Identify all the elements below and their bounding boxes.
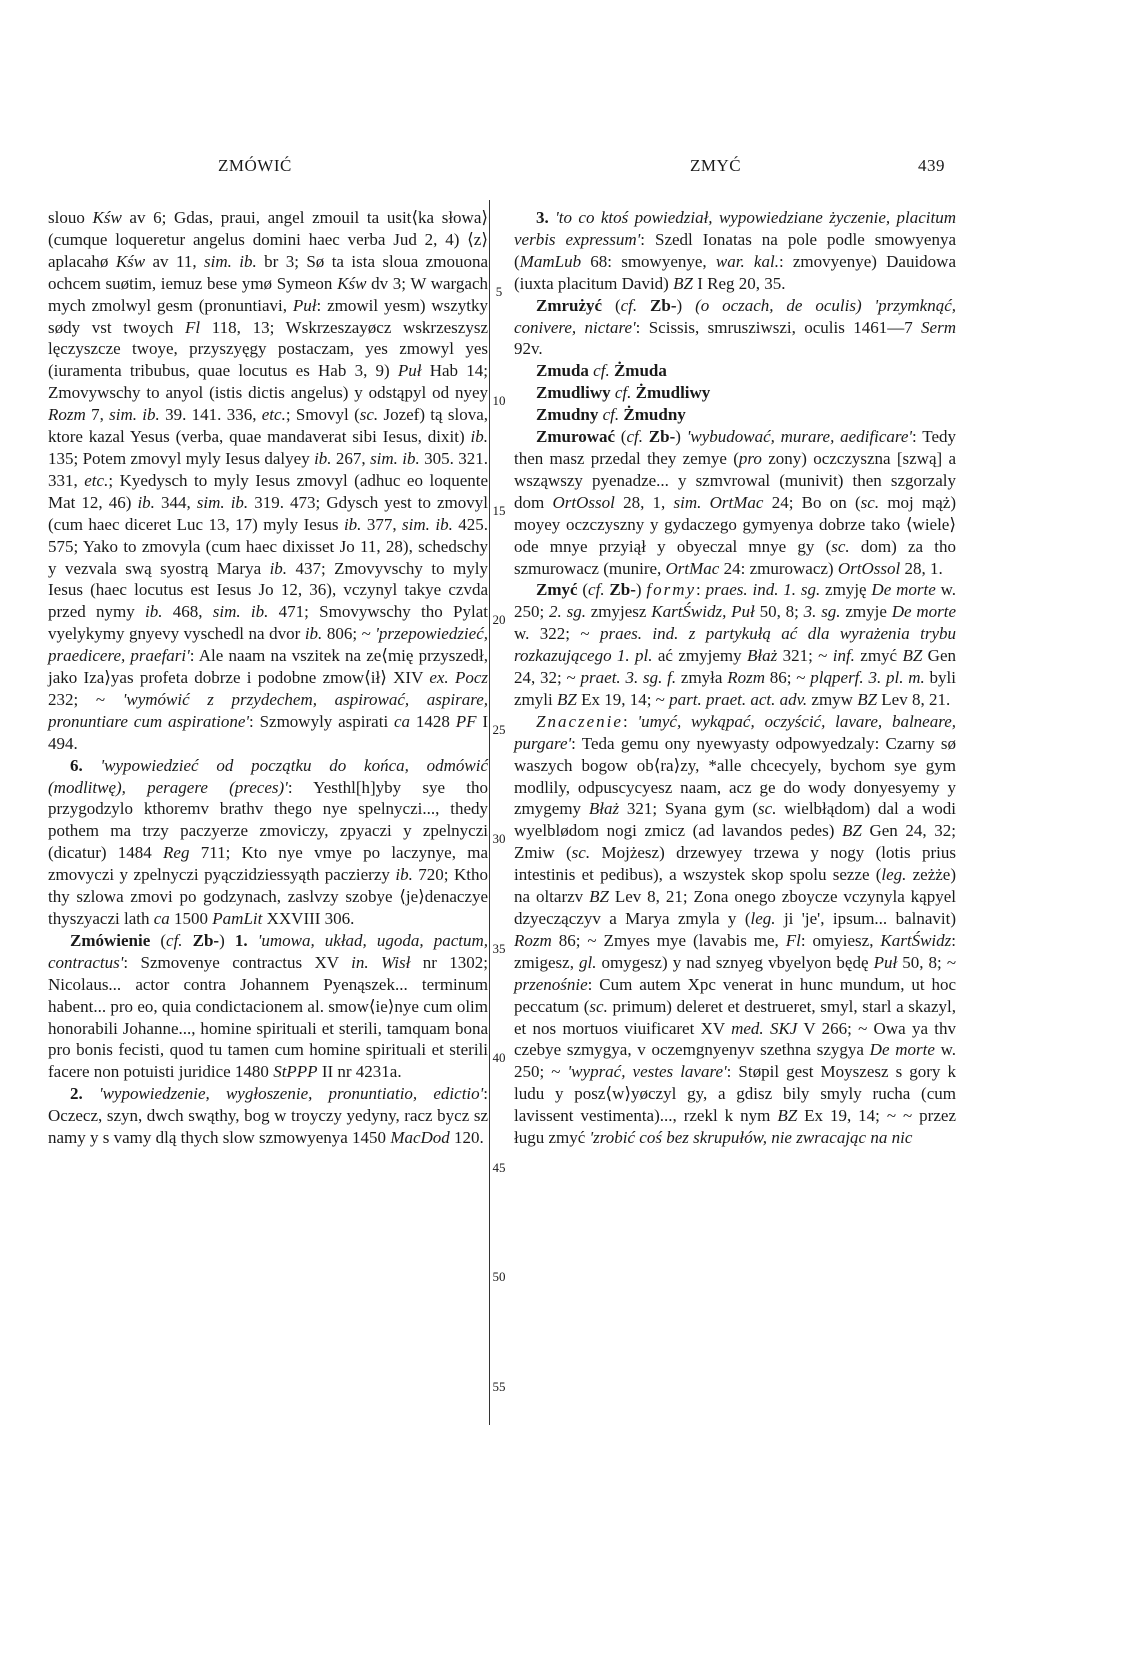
text-run: Puł	[292, 295, 317, 315]
text-run: w. 322; ~	[514, 624, 600, 644]
text-run: Kśw	[115, 251, 146, 271]
text-run: Błaż	[588, 799, 620, 819]
text-run: KartŚwidz, Puł	[651, 602, 755, 622]
entry-znaczenie	[514, 711, 956, 1149]
text-run: Zb-	[650, 295, 677, 315]
text-run: Zb-	[192, 930, 220, 950]
text-run: Lev 8, 21; Zona onego zboycze vczynyla kąpyel dzyeczączyv a Marya zmyla y (	[514, 887, 956, 928]
text-run: Hab 14; Zmovywschy to anyol (istis dictis angelus) y odstąpyl od nyey	[48, 361, 488, 403]
text-run: 321; Syana gym (	[619, 799, 759, 819]
text-run: ib.	[470, 427, 488, 447]
text-run: :	[622, 711, 638, 731]
text-run: 'wybudować, murare, aedificare'	[686, 427, 913, 447]
text-run: 'to co ktoś powiedział, wypowiedziane życzenie, placitum verbis expressum'	[514, 208, 957, 249]
text-run: zeżże) na oltarzv	[514, 865, 956, 907]
text-run: av 11,	[145, 251, 204, 271]
text-run: BZ	[777, 1106, 798, 1126]
text-run: zmyje	[840, 602, 892, 622]
text-run: Ex 19, 14; ~	[576, 689, 670, 709]
text-run: Zmudny	[536, 405, 599, 425]
text-run: zony) oczczyszna [szwą] a wsząwszy pyenadze... y szmvrowal (munivit) then szgorzaly dom	[514, 448, 956, 512]
text-run: )	[635, 580, 647, 600]
text-run: wielbłądom) dal a wodi wyelblødom nogi zmicz (ad lavandos pedes)	[514, 799, 956, 841]
text-run: cf.	[593, 361, 610, 381]
text-run: gl.	[579, 952, 597, 972]
text-run: 471; Smovywschy tho Pylat vyelykymy gnyevy vyschedl na dvor	[48, 602, 488, 644]
text-run: 377,	[361, 514, 403, 534]
text-run: br 3; Sø ta ista sloua zmouona ochcem suøtim, iemuz bese ymø Symeon	[48, 251, 488, 293]
entry-paragraph	[514, 207, 956, 295]
text-run: dom) za tho szmurowacz (munire,	[514, 536, 956, 578]
text-run: Puł	[873, 952, 898, 972]
running-header-left: ZMÓWIĆ	[218, 156, 292, 175]
text-run: etc.	[261, 405, 286, 425]
text-run: :	[696, 580, 706, 600]
text-run: etc.	[84, 470, 109, 490]
line-number: 50	[492, 1269, 506, 1284]
text-run: 86; ~	[765, 668, 811, 688]
text-run	[183, 931, 193, 950]
text-run: 120.	[449, 1128, 484, 1148]
text-run: 7,	[85, 405, 110, 425]
text-run: Serm	[921, 317, 956, 337]
entry-zmudny	[514, 404, 956, 426]
text-run: cf.	[626, 427, 643, 447]
text-run: zmyw	[807, 689, 858, 709]
text-run: przenośnie	[514, 974, 588, 994]
text-run: leg.	[881, 865, 907, 885]
text-run: 39. 141. 336,	[159, 405, 262, 425]
text-run: war. kal.	[715, 251, 779, 271]
text-run: Zmówienie	[70, 930, 151, 950]
text-run: ib.	[137, 492, 155, 512]
text-run: ; Kyedysch to myly Iesus zmovyl (adhuc eo loquente Mat 12, 46)	[48, 470, 489, 512]
text-run: sim. ib.	[196, 492, 249, 512]
text-run: BZ	[673, 273, 693, 293]
line-number: 25	[492, 722, 506, 737]
line-number: 55	[492, 1379, 506, 1394]
text-run: inf.	[832, 646, 855, 666]
page-number: 439	[918, 156, 945, 175]
text-run: Zmrużyć	[536, 295, 603, 315]
text-run: KartŚwidz	[880, 930, 952, 950]
text-run: Gen 24, 32; Zmiw (	[514, 821, 956, 863]
text-run: sc.	[359, 405, 379, 425]
text-run: 3.	[536, 208, 556, 227]
text-run: : Scissis, smrusziwszi, oculis 1461—7	[635, 317, 922, 337]
line-number: 15	[492, 503, 506, 518]
text-run: 92v.	[514, 339, 543, 359]
text-run: 1.	[234, 930, 248, 950]
right-column	[514, 207, 956, 1149]
text-run: MamLub	[519, 251, 582, 271]
text-run	[248, 931, 258, 950]
text-run: 50, 8; ~	[897, 952, 957, 972]
entry-zmruzyc	[514, 295, 956, 361]
text-run: av 6; Gdas, praui, angel zmouil ta usit⟨ka słowa⟩ (cumque loqueretur angelus domini haec verba Jud 2, 4) ⟨z⟩aplacahø	[48, 208, 488, 271]
text-run: ib.	[314, 448, 332, 468]
text-run: 232; ~	[48, 689, 123, 709]
text-run: cf.	[614, 383, 632, 403]
text-run: 28, 1,	[614, 492, 674, 512]
text-run: 'zrobić coś bez skrupułów, nie zwracając na nic	[589, 1128, 913, 1148]
text-run: sc.	[589, 996, 608, 1016]
line-number: 20	[492, 612, 506, 627]
entry-zmudliwy	[514, 382, 956, 404]
entry-zmowienie	[48, 930, 488, 1083]
text-run: Żmudliwy	[635, 383, 711, 403]
text-run: ać zmyjemy	[652, 646, 747, 666]
text-run: MacDod	[390, 1128, 450, 1148]
text-run: De morte	[891, 602, 956, 622]
text-run: 319. 473; Gdysch yest to zmovyl (cum haec diceret Luc 13, 17) myly Iesus	[48, 492, 489, 534]
text-run: : zmovyenye) Dauidowa (iuxta placitum David)	[514, 251, 956, 293]
text-run: BZ	[842, 821, 862, 841]
text-run: sc.	[758, 799, 777, 819]
text-run: ex. Pocz	[429, 668, 489, 688]
text-run: byli zmyli	[514, 668, 956, 709]
text-run: cf.	[588, 580, 605, 600]
text-run: 1428	[410, 711, 456, 731]
text-run: ca	[394, 711, 411, 731]
text-run: Żmuda	[613, 361, 667, 381]
entry-zmuda	[514, 360, 956, 382]
text-run: Reg	[163, 843, 190, 863]
text-run: 'wyprać, vestes lavare'	[567, 1062, 727, 1082]
text-run: Zmyć	[536, 580, 578, 600]
text-run: OrtMac	[665, 558, 720, 578]
text-run: formy	[646, 580, 697, 600]
line-number: 45	[492, 1160, 506, 1175]
text-run: ji 'je', ipsum... balnavit)	[775, 909, 957, 928]
line-number: 10	[492, 393, 506, 408]
text-run: slouo	[48, 208, 93, 227]
text-run: ib.	[304, 624, 323, 644]
text-run: 86; ~ Zmyes mye (lavabis me,	[551, 930, 786, 950]
text-run: omygesz) y nad sznyeg vbyelyon będę	[596, 952, 874, 972]
text-run: V 266; ~ Owa ya thv czebye szmygya, v oczemgnyenyv szethna szygya	[514, 1018, 956, 1060]
text-run: sim. ib.	[402, 514, 453, 534]
text-run: sc.	[571, 843, 591, 863]
text-run: 711; Kto nye vmye po laczynye, ma zmovyczi y zpelnyczi pyączidziessyąth paczierzy	[48, 843, 488, 885]
text-run: sim. ib.	[204, 251, 257, 271]
entry-zmurowac	[514, 426, 956, 579]
text-run: : Støpil gest Moyszesz s gory k ludu y posz⟨w⟩yøczyl gy, a gdisz bily smyly rucha (cum lavissent vestimenta)..., rzekl k nym	[514, 1062, 956, 1126]
text-run: Mojżesz) drzewyey trzewa y nogy (lotis prius intestinis et pedibus), a wszystek skop spolu sezze (	[514, 843, 956, 885]
text-run: I Reg 20, 35.	[692, 273, 786, 293]
text-run: (	[602, 295, 621, 315]
text-run: 'wypowiedzenie, wygłoszenie, pronuntiatio, edictio'	[98, 1084, 484, 1104]
text-run: cf.	[602, 405, 620, 425]
text-run: 'wypowiedzieć od początku do końca, odmówić (modlitwę), peragere (preces)'	[48, 755, 489, 797]
text-run: PamLit	[212, 909, 263, 928]
text-run: 24: zmurowacz)	[719, 558, 838, 578]
text-run: 267,	[331, 448, 371, 468]
text-run: zmyć	[854, 646, 903, 666]
text-run: XXVIII 306.	[262, 909, 355, 928]
text-run: : Szmowyly aspirati	[249, 711, 395, 731]
text-run: )	[675, 427, 687, 447]
text-run: in. Wisł	[351, 952, 411, 972]
text-run: nr 1302; Nicolaus... actor contra Johannem Pyenąszek... terminum habent... pro eo, quia condictacionem al. smow⟨ie⟩nye cum olim honorabili Johanne..., homine spirituali et sterili, tamquam bona pro bonis fecisti, quod tu tamen cum homine spirituali et sterili facere non potuisti juridice 1480	[48, 952, 488, 1082]
text-run: Błaż	[746, 646, 778, 666]
text-run: cf.	[620, 295, 638, 315]
text-run: sim. ib.	[370, 448, 420, 468]
text-run: De morte	[869, 1040, 935, 1060]
text-run: moj mąż) moyey oczczyszny y gydaczego gymyenya dobrze tako ⟨wiele⟩ ode mnye przyiął y obyeczal mnye gy (	[514, 492, 956, 556]
text-run: 28, 1.	[900, 558, 943, 578]
text-run: Znaczenie	[536, 711, 623, 731]
text-run: Zb-	[609, 580, 636, 600]
text-run: : Cum autem Xpc venerat in hunc mundum, ut hoc peccatum (	[514, 974, 956, 1016]
text-run: Kśw	[92, 208, 122, 227]
text-run: StPPP	[273, 1062, 318, 1082]
text-run: : Oczecz, szyn, dwch swąthy, bog w troyczy yedyny, racz bycz sz namy y s vamy dlą thych slow szmowyenya 1450	[48, 1084, 489, 1148]
column-divider	[489, 200, 490, 1425]
text-run: 321; ~	[777, 646, 833, 666]
text-run	[637, 296, 650, 315]
text-run: PF	[455, 711, 477, 731]
left-column	[48, 207, 488, 1149]
text-run: : Yesthl[h]yby sye tho przygodzylo kthoremv brathv thego nye spelnyczi..., thedy pothem ma trzy paczyerze zmoviczy, zpyaczi y zpelnyczi (dicatur) 1484	[48, 777, 488, 863]
text-run: Jozef) tą slova, ktore kazal Yesus (verba, quae mandaverat sibi Iesus, dixit)	[48, 405, 489, 447]
text-run: primum) deleret et destrueret, smyl, starl a skazyl, et nos mortuos viuificaret XV	[514, 996, 956, 1038]
text-run: I 494.	[48, 711, 489, 753]
text-run: Ex 19, 14; ~ ~ przez ługu zmyć	[514, 1106, 956, 1148]
text-run: 6.	[70, 755, 101, 775]
text-run: 1500	[169, 909, 213, 928]
text-run: zmyjesz	[585, 602, 652, 622]
text-run: Rozm	[48, 405, 86, 425]
text-run: Rozm	[514, 930, 552, 950]
text-run: Fl	[185, 317, 201, 337]
text-run: 3. sg.	[803, 602, 841, 622]
text-run: part. praet. act. adv.	[669, 689, 808, 709]
text-run: Kśw	[337, 273, 367, 293]
text-run: Rozm	[727, 668, 766, 688]
text-run: Zmurować	[536, 427, 616, 447]
text-run: Żmudny	[623, 405, 686, 425]
text-run: 24; Bo on (	[763, 492, 861, 512]
line-number: 5	[495, 284, 503, 299]
text-run: BZ	[556, 689, 577, 709]
text-run: dv 3; W wargach mych zmolwyl gesm (pronuntiavi,	[48, 273, 489, 315]
text-run: 'przepowiedzieć, praedicere, praefari'	[48, 624, 488, 666]
text-run: pro	[738, 448, 762, 468]
text-run: 806; ~	[322, 624, 376, 644]
text-run: ib.	[343, 514, 362, 534]
text-run: sc.	[860, 492, 880, 512]
text-run: Lev 8, 21.	[877, 689, 951, 709]
text-run: De morte	[871, 580, 936, 600]
text-run: praet. 3. sg. f.	[580, 668, 677, 688]
text-run: ib.	[145, 602, 163, 622]
text-run: 305. 321. 331,	[48, 448, 489, 490]
text-run: Fl	[785, 930, 801, 950]
entry-zmyc	[514, 579, 956, 710]
text-run: praes. ind. 1. sg.	[705, 580, 821, 600]
text-run: 'wymówić z przydechem, aspirować, aspirare, pronuntiare cum aspiratione'	[48, 689, 489, 731]
text-run: 68: smowyenye,	[581, 251, 716, 271]
text-run: 425. 575; Yako to zmovyla (cum haec dixisset Jo 11, 28), schedschy y vezvala swą syostrą Marya	[48, 514, 489, 578]
line-number: 40	[492, 1050, 506, 1065]
entry-paragraph	[48, 755, 488, 930]
text-run: sc.	[831, 536, 850, 556]
text-run: 344,	[154, 492, 197, 512]
text-run: sim. ib.	[212, 602, 269, 622]
text-run: : omyiesz,	[800, 930, 881, 950]
text-run: ca	[153, 909, 170, 928]
text-run: : Tedy then masz przedal they zemye (	[514, 427, 956, 468]
line-number: 30	[492, 831, 506, 846]
text-run: OrtOssol	[837, 558, 901, 578]
line-number: 35	[492, 941, 506, 956]
text-run: (	[577, 580, 589, 600]
text-run: 'umyć, wykąpać, oczyścić, lavare, balneare, purgare'	[514, 711, 956, 753]
text-run: II nr 4231a.	[317, 1062, 402, 1082]
text-run: Zmuda	[536, 361, 589, 381]
running-header-right: ZMYĆ	[690, 156, 742, 175]
text-run: 2. sg.	[549, 602, 586, 622]
text-run: praes. ind. z partykułą ać dla wyrażenia trybu rozkazującego 1. pl.	[514, 624, 956, 666]
text-run: : zmowil yesm) wszytky sødy vst twoych	[48, 295, 489, 337]
text-run: sim. OrtMac	[673, 492, 764, 512]
text-run: Gen 24, 32; ~	[514, 646, 956, 688]
text-run: 118, 13; Wskrzeszayøcz wskrzeszysz lęczyszcze twoye, przyszyęgy postaczam, yes zmowyl yes (iuramenta tribubus, quae locutus es Hab 3, 9)	[48, 317, 489, 381]
text-run: OrtOssol	[552, 492, 615, 512]
text-run: (	[150, 930, 167, 950]
text-run: BZ	[589, 887, 609, 907]
text-run: plqperf. 3. pl. m.	[810, 668, 925, 688]
text-run: : Teda gemu ony nyewyasty odpowyedzaly: Czarny sø waszych bogow ob⟨ra⟩zy, *alle chcecyely, bychom sye gym modlily, odpuscycyesz naam, acz ge do wody donyesyemy y zmygemy	[514, 733, 956, 819]
text-run: : Szmovenye contractus XV	[123, 952, 352, 972]
text-run: ; Smovyl (	[285, 405, 360, 425]
text-run: sim. ib.	[109, 405, 160, 425]
text-run: ib.	[395, 865, 413, 885]
text-run: : Szedl Ionatas na pole podle smowyenya (	[514, 229, 957, 271]
text-run: 437; Zmovyvschy to myly Iesus (haec locutus est Iesus Jo 12, 36), vczynyl takye czvda przed nymy	[48, 558, 488, 622]
text-run: 2.	[70, 1084, 99, 1104]
entry-paragraph	[48, 207, 488, 755]
text-run: zmyję	[820, 580, 872, 600]
text-run: (o oczach, de oculis) 'przymknąć, conivere, nictare'	[514, 295, 957, 337]
text-run: Zb-	[648, 427, 676, 447]
text-run: : zmigesz,	[514, 930, 956, 972]
text-run: leg.	[750, 909, 776, 928]
text-run: Puł	[397, 361, 422, 381]
text-run: 50, 8;	[754, 602, 804, 622]
text-run: Zmudliwy	[536, 383, 611, 403]
text-run: BZ	[857, 689, 878, 709]
text-run: )	[676, 295, 696, 315]
text-run: w. 250;	[514, 580, 956, 622]
text-run: 720; Ktho thy szlowa zmovi po godzynach, zaslvzy szobye ⟨je⟩denaczye thyszyaczi lath	[48, 865, 488, 928]
text-run: ib.	[269, 558, 288, 578]
text-run: 'umowa, układ, ugoda, pactum, contractus'	[48, 930, 488, 972]
text-run: )	[219, 930, 235, 950]
text-run: zmyła	[676, 668, 728, 688]
text-run: (	[615, 427, 627, 447]
text-run: 135; Potem zmovyl myly Iesus dalyey	[48, 448, 315, 468]
text-run: : Ale naam na vszitek na ze⟨mię przyszedł, jako Iza⟩yas profeta dobrze i podobne zmow⟨ił⟩ XIV	[48, 646, 488, 688]
text-run: w. 250; ~	[514, 1040, 956, 1082]
entry-paragraph	[48, 1083, 488, 1149]
text-run: 468,	[162, 602, 213, 622]
text-run: BZ	[902, 646, 923, 666]
text-run: cf.	[166, 930, 183, 950]
text-run: med. SKJ	[731, 1018, 798, 1038]
